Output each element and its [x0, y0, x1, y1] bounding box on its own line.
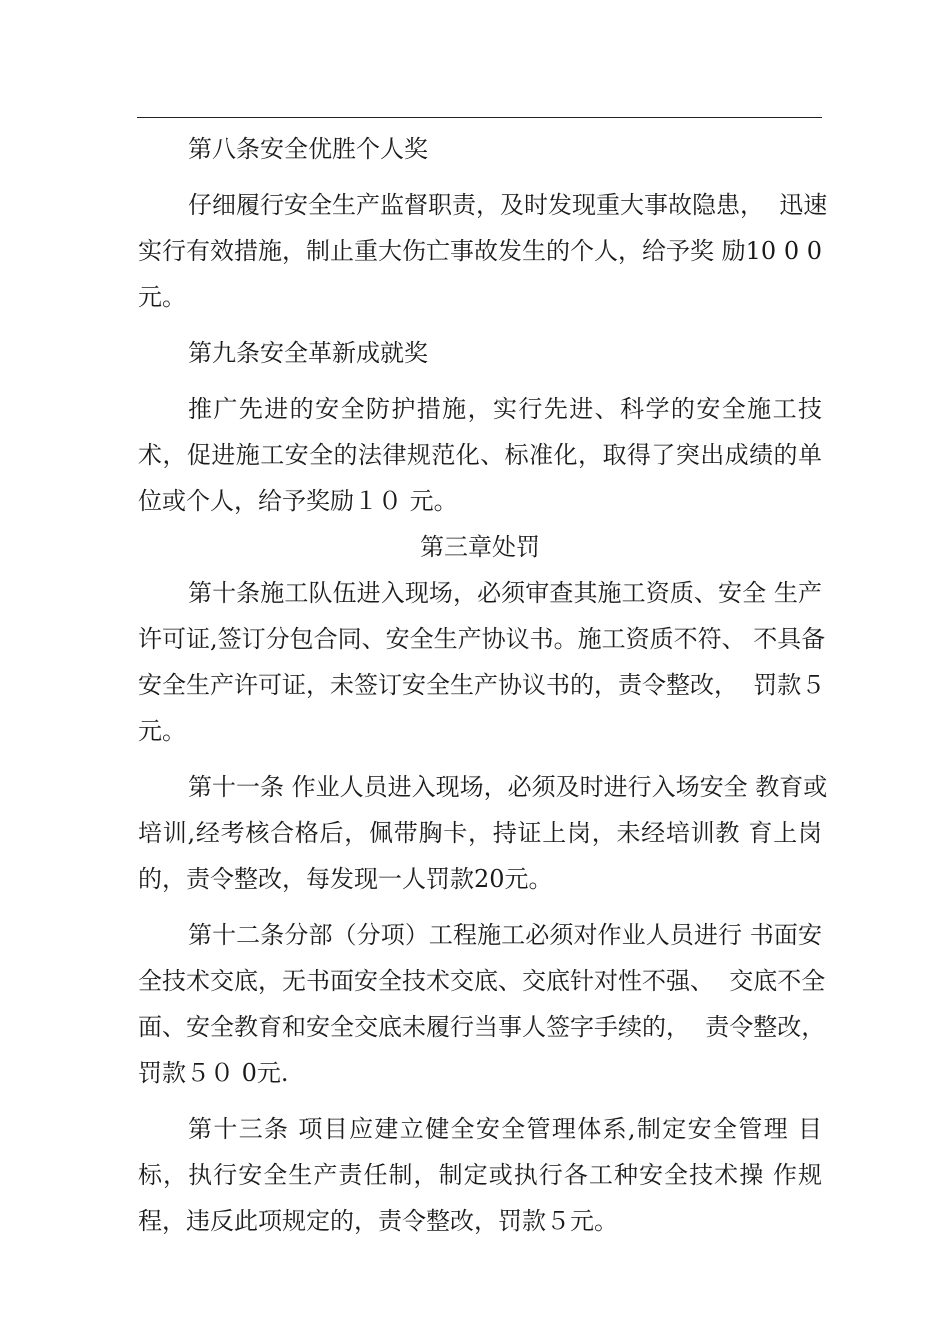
paragraph-line: 安全生产许可证，未签订安全生产协议书的，责令整改， 罚款５: [138, 671, 826, 699]
paragraph-line: 的，责令整改，每发现一人罚款20元。: [138, 865, 553, 893]
article-heading: 第八条安全优胜个人奖: [188, 135, 428, 163]
paragraph-line: 标，执行安全生产责任制，制定或执行各工种安全技术操 作规: [138, 1161, 822, 1189]
paragraph-line: 面、安全教育和安全交底未履行当事人签字手续的， 责令整改，: [138, 1013, 826, 1041]
paragraph-line: 实行有效措施，制止重大伤亡事故发生的个人，给予奖 励10 0 0: [138, 237, 822, 265]
paragraph-line: 罚款５０ 0元.: [138, 1059, 289, 1087]
paragraph-line: 全技术交底，无书面安全技术交底、交底针对性不强、 交底不全: [138, 967, 826, 995]
paragraph-line: 培训,经考核合格后，佩带胸卡，持证上岗，未经培训教 育上岗: [138, 819, 822, 847]
paragraph-line: 元。: [138, 283, 186, 311]
paragraph-line: 许可证,签订分包合同、安全生产协议书。施工资质不符、 不具备: [138, 625, 826, 653]
paragraph-line: 第十二条分部（分项）工程施工必须对作业人员进行 书面安: [188, 921, 822, 949]
paragraph-line: 元。: [138, 717, 186, 745]
header-rule: [137, 117, 822, 118]
paragraph-line: 仔细履行安全生产监督职责，及时发现重大事故隐患， 迅速: [188, 191, 828, 219]
paragraph-line: 第十一条 作业人员进入现场，必须及时进行入场安全 教育或: [188, 773, 828, 801]
paragraph-line: 第十条施工队伍进入现场，必须审查其施工资质、安全 生产: [188, 579, 822, 607]
paragraph-line: 术，促进施工安全的法律规范化、标准化，取得了突出成绩的单: [138, 441, 822, 469]
chapter-heading: 第三章处罚: [420, 533, 540, 561]
paragraph-line: 位或个人，给予奖励１０ 元。: [138, 487, 458, 515]
paragraph-line: 程，违反此项规定的，责令整改，罚款５元。: [138, 1207, 618, 1235]
paragraph-line: 推广先进的安全防护措施，实行先进、科学的安全施工技: [188, 395, 822, 423]
article-heading: 第九条安全革新成就奖: [188, 339, 428, 367]
document-body: [138, 126, 828, 1244]
paragraph-line: 第十三条 项目应建立健全安全管理体系,制定安全管理 目: [188, 1115, 822, 1143]
